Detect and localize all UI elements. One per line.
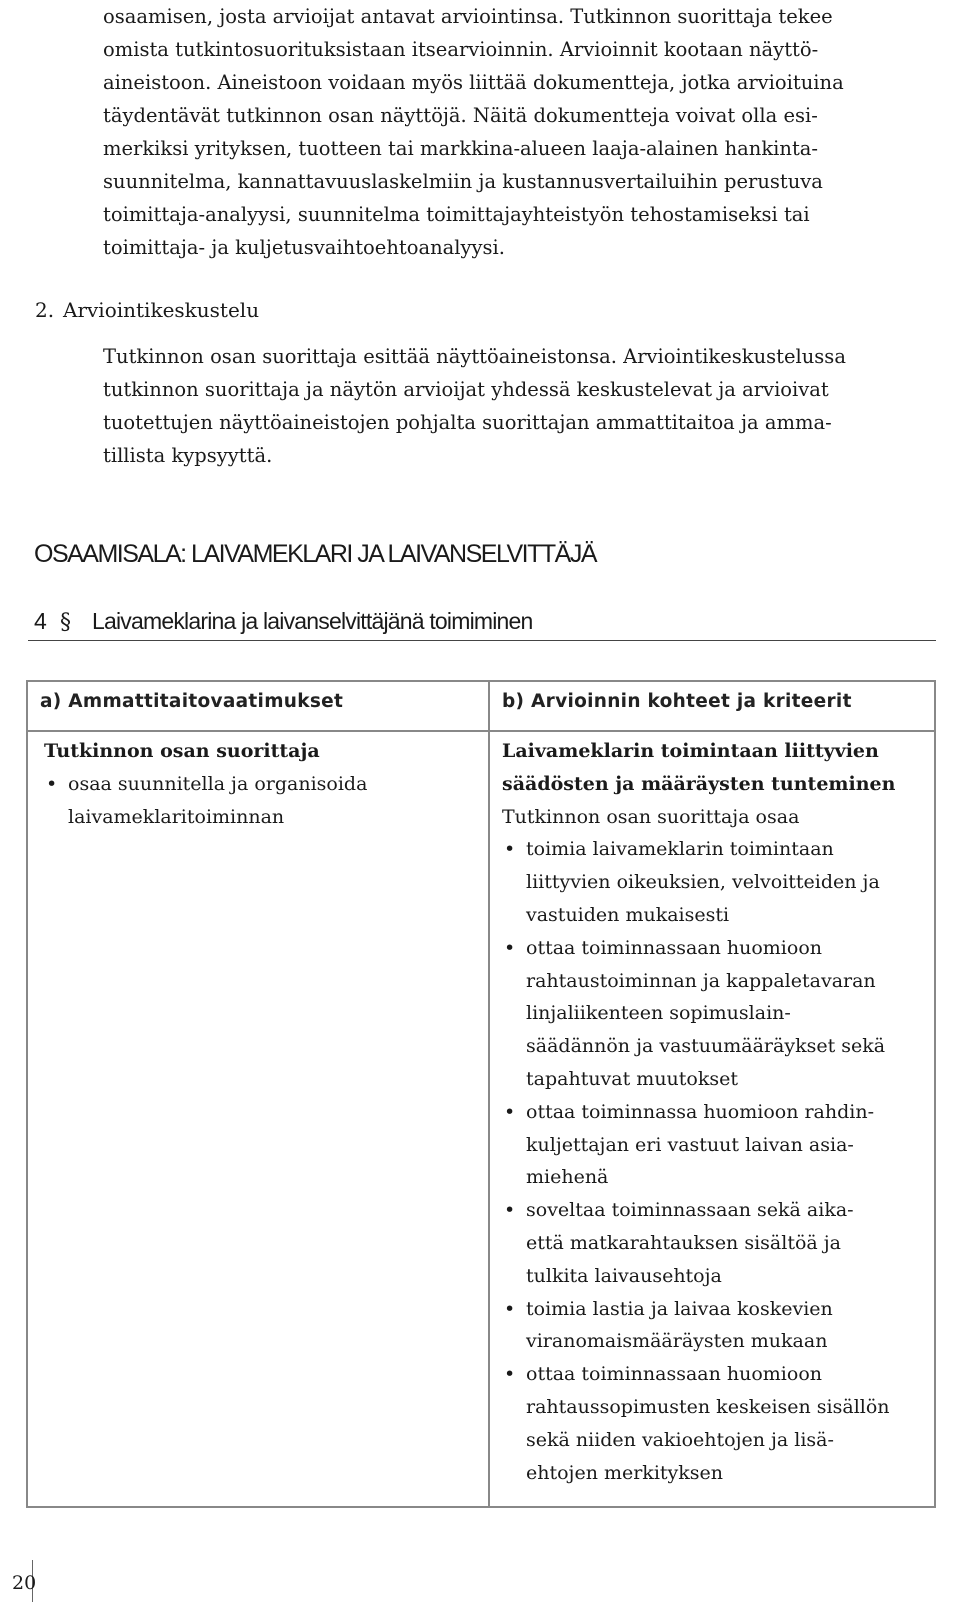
list-item (502, 1194, 922, 1292)
list-item-line: sekä niiden vakioehtojen ja lisä- (526, 1428, 834, 1451)
paragraph-heading (34, 603, 934, 641)
list-item-line: linjaliikenteen sopimuslain- (526, 1002, 791, 1025)
list-item-line: säädännön ja vastuumääräykset sekä (526, 1035, 886, 1058)
bullet-icon: • (504, 1100, 516, 1123)
bullet-icon: • (504, 936, 516, 959)
intro-line: toimittaja-analyysi, suunnitelma toimittajayhteistyön tehostamiseksi tai (103, 203, 810, 226)
list-item-line: ottaa toiminnassaan huomioon (526, 936, 823, 959)
intro-line: aineistoon. Aineistoon voidaan myös liittää dokumentteja, jotka arvioituina (103, 71, 844, 94)
step-heading (35, 294, 259, 327)
header-divider (28, 730, 934, 732)
step-title: Arviointikeskustelu (63, 298, 260, 322)
list-item-line: vastuiden mukaisesti (526, 903, 730, 926)
list-item-line: toimia laivameklarin toimintaan (526, 838, 834, 861)
heading-divider (28, 640, 936, 641)
list-item-line: viranomaismääräysten mukaan (526, 1330, 828, 1353)
list-item (502, 1358, 922, 1489)
paragraph-number: 4 (34, 608, 46, 634)
list-item-line: kuljettajan eri vastuut laivan asia- (526, 1133, 854, 1156)
list-item (44, 768, 464, 834)
step-line: tuotettujen näyttöaineistojen pohjalta suorittajan ammattitaitoa ja amma- (103, 411, 832, 434)
list-item-line: rahtaustoiminnan ja kappaletavaran (526, 969, 876, 992)
criteria-topic: Laivameklarin toimintaan liittyvien (502, 740, 879, 762)
bullet-icon: • (504, 1297, 516, 1320)
list-item (502, 1096, 922, 1194)
list-item (502, 932, 922, 1096)
paragraph-title: Laivameklarina ja laivanselvittäjänä toimiminen (92, 608, 533, 634)
list-item-line: toimia lastia ja laivaa koskevien (526, 1297, 833, 1320)
page-number: 20 (12, 1572, 37, 1594)
list-item (502, 1293, 922, 1359)
bullet-icon: • (504, 1199, 516, 1222)
list-item-line: että matkarahtauksen sisältöä ja (526, 1231, 841, 1254)
list-item-line: laivameklaritoiminnan (68, 805, 285, 828)
column-divider (488, 682, 490, 1506)
list-item-line: tapahtuvat muutokset (526, 1067, 739, 1090)
criteria-list (502, 833, 922, 1489)
intro-line: omista tutkintosuorituksistaan itsearvioinnin. Arvioinnit kootaan näyttö- (103, 38, 819, 61)
criteria-topic: säädösten ja määräysten tunteminen (502, 772, 896, 795)
intro-line: suunnitelma, kannattavuuslaskelmiin ja kustannusvertailuihin perustuva (103, 170, 823, 193)
list-item-line: miehenä (526, 1166, 609, 1189)
intro-line: toimittaja- ja kuljetusvaihtoehtoanalyysi. (103, 236, 505, 259)
bullet-icon: • (504, 838, 516, 861)
requirements-list (44, 768, 464, 834)
intro-line: täydentävät tutkinnon osan näyttöjä. Näitä dokumentteja voivat olla esi- (103, 104, 818, 127)
section-title: OSAAMISALA: LAIVAMEKLARI JA LAIVANSELVITTÄJÄ (34, 540, 597, 568)
requirements-subject: Tutkinnon osan suorittaja (44, 740, 320, 762)
step-line: Tutkinnon osan suorittaja esittää näyttöaineistonsa. Arviointikeskustelussa (103, 345, 846, 368)
step-paragraph (103, 340, 933, 472)
criteria-cell (502, 735, 922, 1489)
list-item-line: rahtaussopimusten keskeisen sisällön (526, 1395, 890, 1418)
list-item-line: tulkita laivausehtoja (526, 1264, 722, 1287)
column-header-criteria: b) Arvioinnin kohteet ja kriteerit (502, 691, 852, 712)
list-item-line: ehtojen merkityksen (526, 1461, 724, 1484)
requirements-cell (44, 735, 464, 833)
list-item-line: ottaa toiminnassa huomioon rahdin- (526, 1100, 875, 1123)
criteria-table (26, 680, 936, 1508)
bullet-icon: • (504, 1363, 516, 1386)
paragraph-sign: § (60, 610, 71, 635)
intro-line: merkiksi yrityksen, tuotteen tai markkina-alueen laaja-alainen hankinta- (103, 137, 819, 160)
intro-line: osaamisen, josta arvioijat antavat arviointinsa. Tutkinnon suorittaja tekee (103, 5, 833, 28)
step-number: 2. (35, 298, 55, 322)
intro-paragraph (103, 0, 933, 264)
list-item-line: ottaa toiminnassaan huomioon (526, 1363, 823, 1386)
bullet-icon: • (46, 772, 58, 795)
step-line: tillista kypsyyttä. (103, 444, 273, 467)
step-line: tutkinnon suorittaja ja näytön arvioijat yhdessä keskustelevat ja arvioivat (103, 378, 829, 401)
criteria-subject: Tutkinnon osan suorittaja osaa (502, 805, 800, 828)
list-item-line: soveltaa toiminnassaan sekä aika- (526, 1199, 854, 1222)
list-item-line: liittyvien oikeuksien, velvoitteiden ja (526, 871, 880, 894)
column-header-requirements: a) Ammattitaitovaatimukset (40, 691, 344, 712)
list-item (502, 833, 922, 931)
list-item-line: osaa suunnitella ja organisoida (68, 772, 368, 795)
